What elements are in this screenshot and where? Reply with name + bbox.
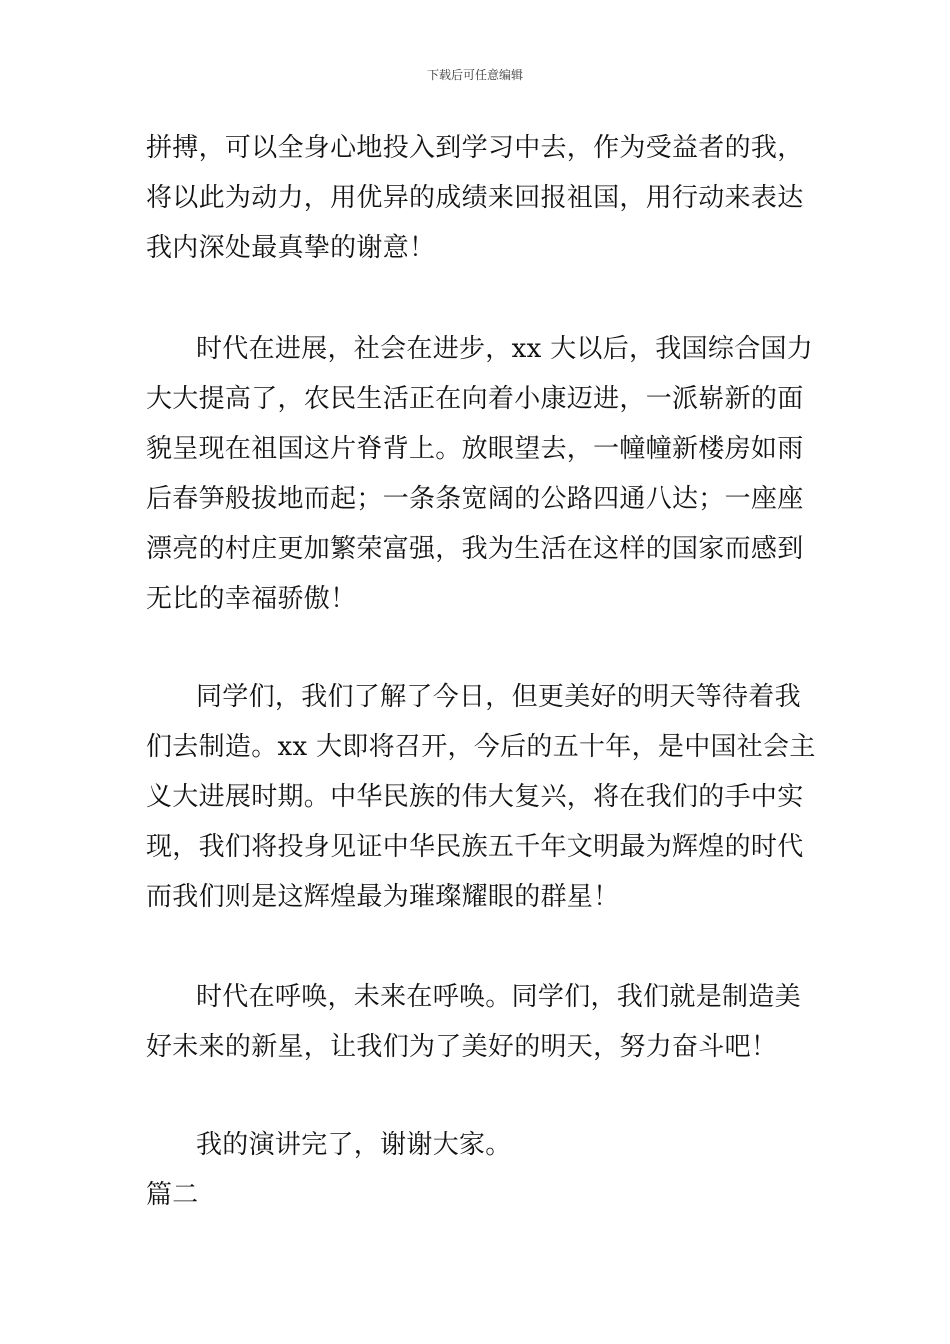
text-line: 们去制造。xx 大即将召开，今后的五十年，是中国社会主 [146,732,816,762]
text-line: 后春笋般拔地而起；一条条宽阔的公路四通八达；一座座 [146,484,804,514]
text-line: 将以此为动力，用优异的成绩来回报祖国，用行动来表达 [146,183,804,213]
text-line: 好未来的新星，让我们为了美好的明天，努力奋斗吧！ [146,1032,778,1062]
text-line: 时代在呼唤，未来在呼唤。同学们，我们就是制造美 [196,982,801,1012]
text-line: 大大提高了，农民生活正在向着小康迈进，一派崭新的面 [146,384,804,414]
page-header-note: 下载后可任意编辑 [426,68,523,82]
text-line: 同学们，我们了解了今日，但更美好的明天等待着我 [196,682,801,712]
text-line: 漂亮的村庄更加繁荣富强，我为生活在这样的国家而感到 [146,534,804,564]
text-line: 义大进展时期。中华民族的伟大复兴，将在我们的手中实 [146,782,804,812]
text-line: 貌呈现在祖国这片脊背上。放眼望去，一幢幢新楼房如雨 [146,434,804,464]
section-heading: 篇二 [146,1180,199,1210]
text-line: 无比的幸福骄傲！ [146,584,357,614]
text-line: 拼搏，可以全身心地投入到学习中去，作为受益者的我， [146,133,804,163]
text-line: 而我们则是这辉煌最为璀璨耀眼的群星！ [146,882,620,912]
text-line: 现，我们将投身见证中华民族五千年文明最为辉煌的时代 [146,832,804,862]
text-line: 我内深处最真挚的谢意！ [146,233,436,263]
text-line: 我的演讲完了，谢谢大家。 [196,1130,512,1160]
text-line: 时代在进展，社会在进步，xx 大以后，我国综合国力 [196,334,814,364]
